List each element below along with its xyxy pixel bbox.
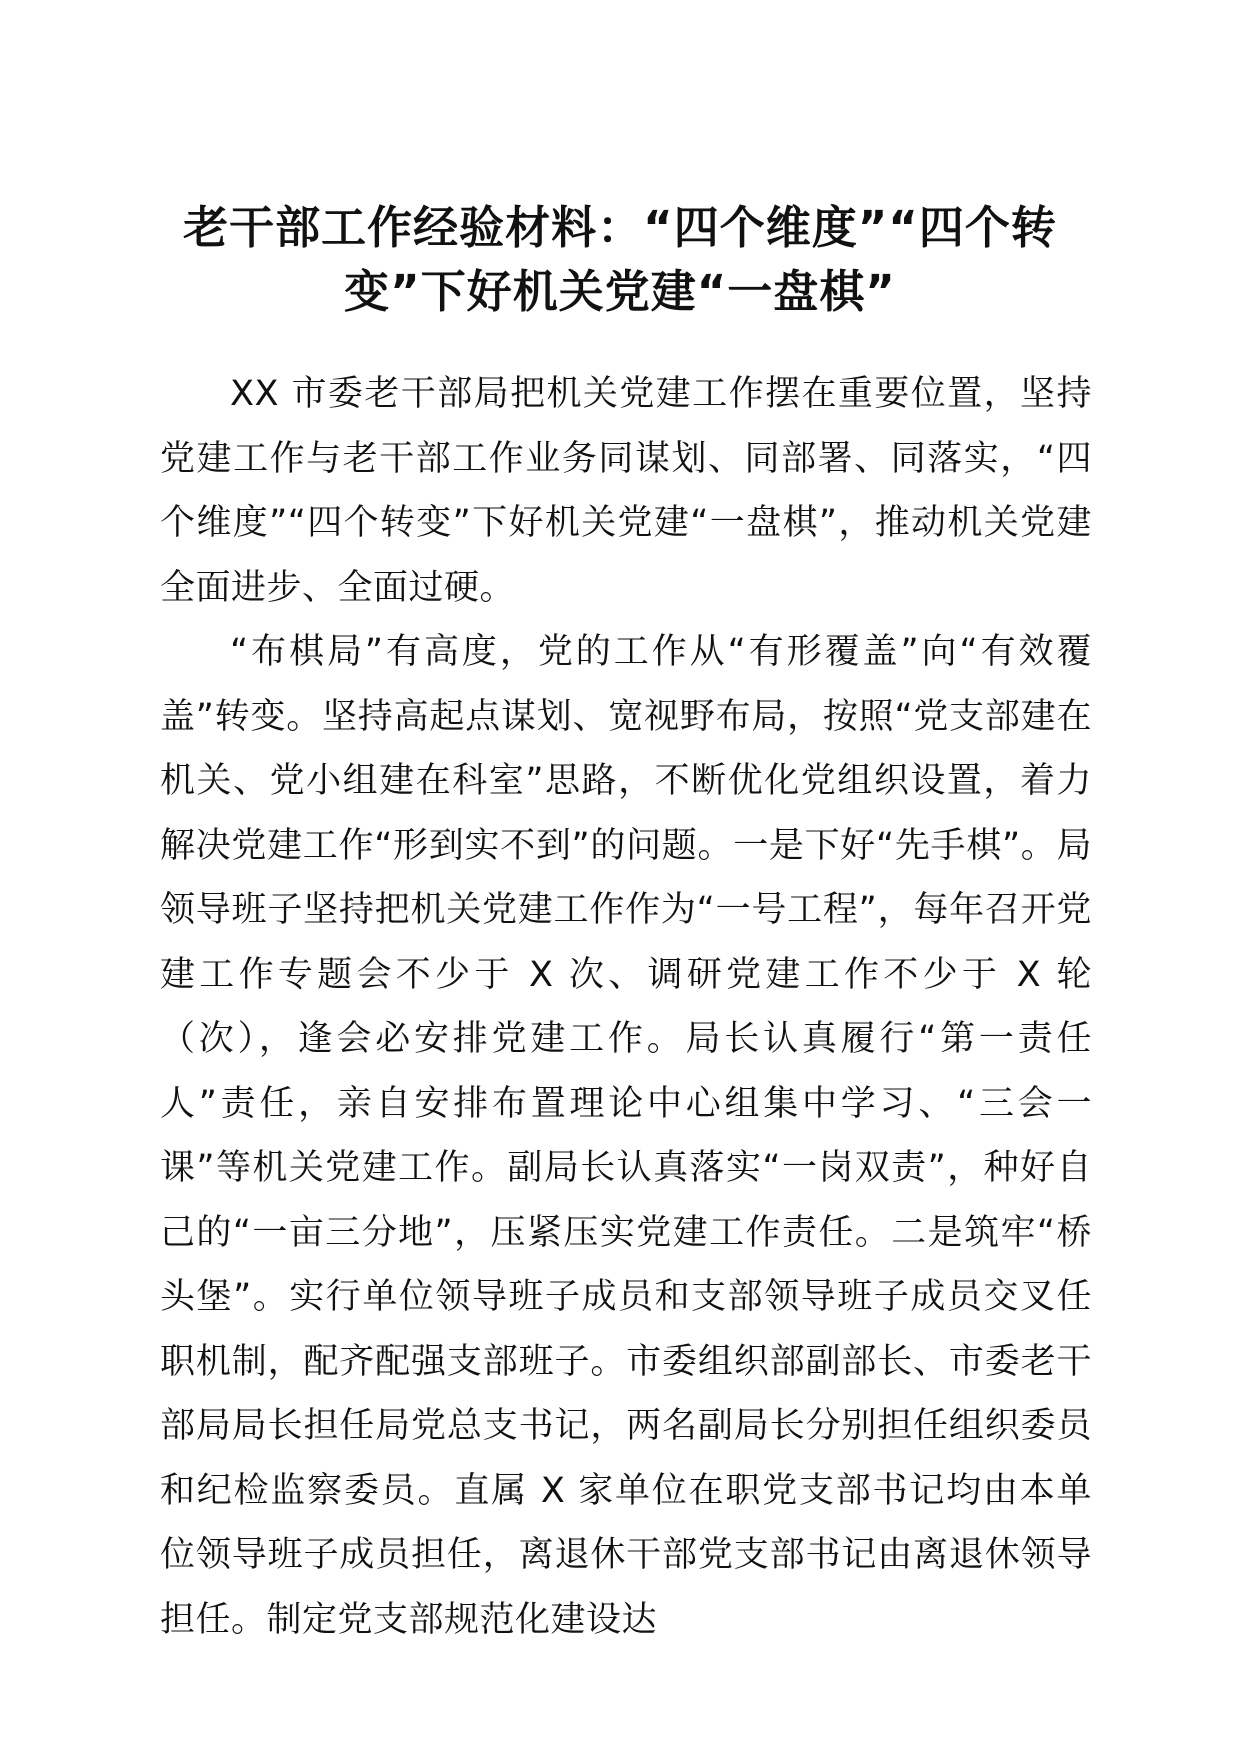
document-body	[160, 362, 1092, 1652]
paragraph-intro: XX 市委老干部局把机关党建工作摆在重要位置，坚持党建工作与老干部工作业务同谋划、同部署、同落实，“四个维度”“四个转变”下好机关党建“一盘棋”，推动机关党建全面进步、全面过硬。	[160, 374, 1092, 608]
document-title: 老干部工作经验材料：“四个维度”“四个转变”下好机关党建“一盘棋”	[183, 201, 1057, 318]
paragraph-layout: “布棋局”有高度，党的工作从“有形覆盖”向“有效覆盖”转变。坚持高起点谋划、宽视野布局，按照“党支部建在机关、党小组建在科室”思路，不断优化党组织设置，着力解决党建工作“形到实不到”的问题。一是下好“先手棋”。局领导班子坚持把机关党建工作作为“一号工程”，每年召开党建工作专题会不少于 X 次、调研党建工作不少于 X 轮（次），逢会必安排党建工作。局长认真履行“第一责任人”责任，亲自安排布置理论中心组集中学习、“三会一课”等机关党建工作。副局长认真落实“一岗双责”，种好自己的“一亩三分地”，压紧压实党建工作责任。二是筑牢“桥头堡”。实行单位领导班子成员和支部领导班子成员交叉任职机制，配齐配强支部班子。市委组织部副部长、市委老干部局局长担任局党总支书记，两名副局长分别担任组织委员和纪检监察委员。直属 X 家单位在职党支部书记均由本单位领导班子成员担任，离退休干部党支部书记由离退休领导担任。制定党支部规范化建设达	[160, 632, 1092, 1640]
